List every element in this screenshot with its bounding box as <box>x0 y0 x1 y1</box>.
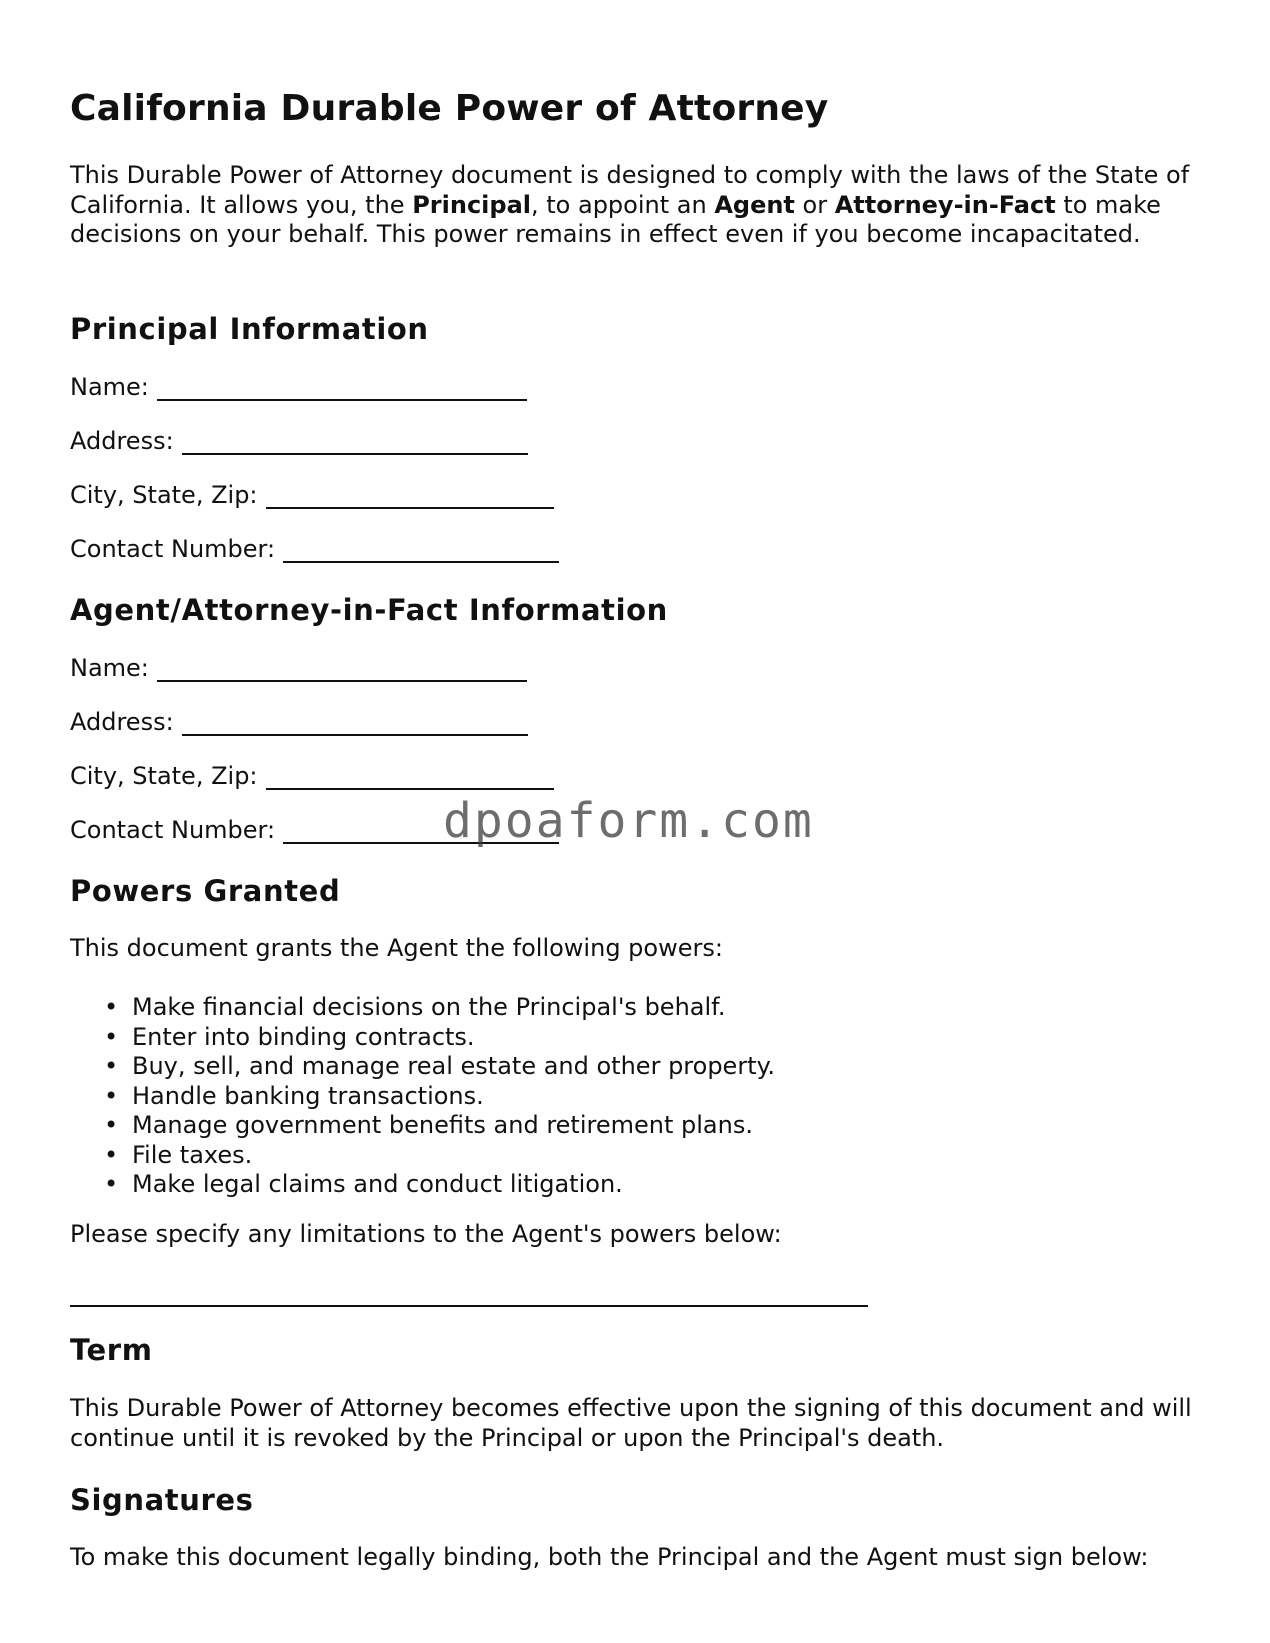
principal-name-blank[interactable] <box>157 377 527 401</box>
bullet-icon: • <box>104 1081 119 1110</box>
agent-city-blank[interactable] <box>266 766 554 790</box>
agent-address-label: Address: <box>70 708 174 736</box>
intro-paragraph: This Durable Power of Attorney document is designed to comply with the laws of the State of California. It allows you, the Principal, to appoint an Agent or Attorney-in-Fact to make decisions on your behalf. This power remains in effect even if you become incapacitated. <box>70 161 1190 248</box>
list-item: • File taxes. <box>104 1140 253 1169</box>
limitations-blank[interactable] <box>70 1305 868 1307</box>
list-item: • Enter into binding contracts. <box>104 1022 475 1051</box>
principal-term: Principal <box>412 190 531 219</box>
bullet-icon: • <box>104 1111 119 1139</box>
agent-section-heading: Agent/Attorney-in-Fact Information <box>70 593 668 627</box>
agent-city-field <box>70 762 554 790</box>
list-item: • Make financial decisions on the Principal's behalf. <box>104 993 726 1021</box>
principal-name-label: Name: <box>70 373 149 401</box>
principal-address-blank[interactable] <box>182 431 528 455</box>
signatures-text: To make this document legally binding, both the Principal and the Agent must sign below: <box>70 1543 1149 1571</box>
principal-contact-label: Contact Number: <box>70 535 276 563</box>
agent-name-field <box>70 654 527 682</box>
agent-city-label: City, State, Zip: <box>70 762 258 790</box>
bullet-icon: • <box>104 1022 119 1051</box>
agent-address-blank[interactable] <box>182 712 528 736</box>
bullet-icon: • <box>104 1052 119 1080</box>
list-item: • Buy, sell, and manage real estate and other property. <box>104 1052 776 1080</box>
list-item: • Handle banking transactions. <box>104 1081 484 1110</box>
powers-lead-text: This document grants the Agent the following powers: <box>70 934 723 962</box>
principal-address-field <box>70 427 528 455</box>
agent-term: Agent <box>714 190 795 219</box>
principal-city-label: City, State, Zip: <box>70 481 258 509</box>
signatures-section-heading: Signatures <box>70 1483 254 1517</box>
agent-name-blank[interactable] <box>157 658 527 682</box>
principal-city-blank[interactable] <box>266 485 554 509</box>
principal-contact-field <box>70 535 559 563</box>
document-title: California Durable Power of Attorney <box>70 88 829 129</box>
principal-name-field <box>70 373 527 401</box>
bullet-icon: • <box>104 1140 119 1169</box>
powers-list <box>70 993 775 1200</box>
watermark: dpoaform.com <box>443 793 814 849</box>
list-item: • Manage government benefits and retirement plans. <box>104 1111 753 1139</box>
powers-section-heading: Powers Granted <box>70 874 341 908</box>
attorney-in-fact-term: Attorney-in-Fact <box>834 190 1056 219</box>
term-section-heading: Term <box>70 1333 153 1367</box>
principal-address-label: Address: <box>70 427 174 455</box>
bullet-icon: • <box>104 993 119 1021</box>
principal-city-field <box>70 481 554 509</box>
limitations-prompt: Please specify any limitations to the Agent's powers below: <box>70 1220 782 1248</box>
agent-contact-label: Contact Number: <box>70 816 276 844</box>
agent-address-field <box>70 708 528 736</box>
agent-name-label: Name: <box>70 654 149 682</box>
bullet-icon: • <box>104 1170 119 1198</box>
principal-section-heading: Principal Information <box>70 312 429 346</box>
term-text: This Durable Power of Attorney becomes effective upon the signing of this document and will continue until it is revoked by the Principal or upon the Principal's death. <box>70 1394 1192 1452</box>
principal-contact-blank[interactable] <box>283 539 559 563</box>
list-item: • Make legal claims and conduct litigation. <box>104 1170 623 1198</box>
